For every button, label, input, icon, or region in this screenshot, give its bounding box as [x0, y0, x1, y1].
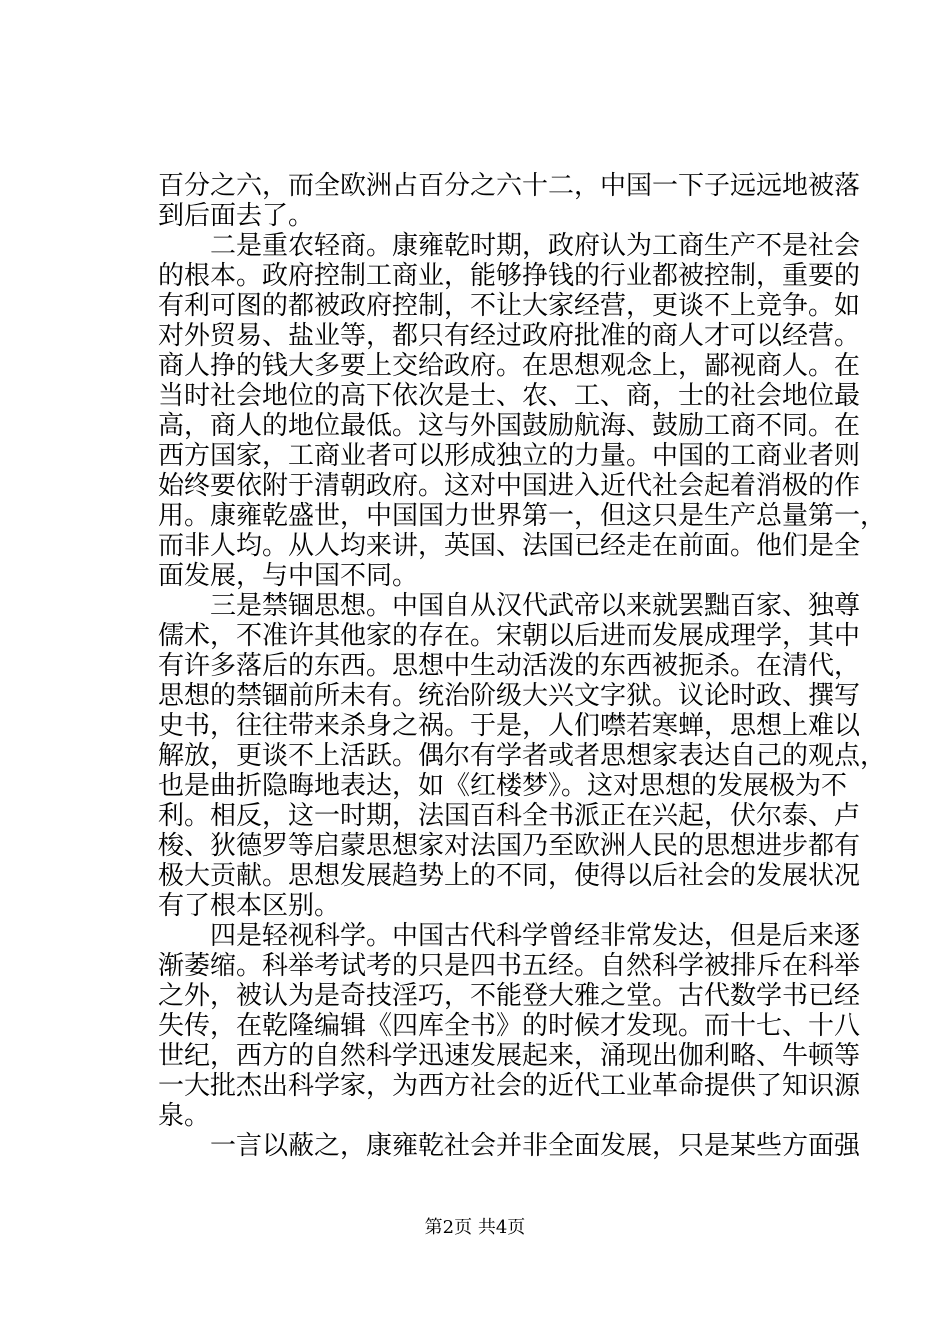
text-line: 解放，更谈不上活跃。偶尔有学者或者思想家表达自己的观点，: [158, 741, 887, 771]
paragraph-conclusion: [158, 1131, 861, 1161]
text-line: 渐萎缩。科举考试考的只是四书五经。自然科学被排斥在科举: [158, 951, 861, 981]
text-line: 有了根本区别。: [158, 891, 341, 921]
text-line: 到后面去了。: [158, 201, 315, 231]
paragraph-science: [158, 921, 861, 1131]
text-line: 四是轻视科学。中国古代科学曾经非常发达，但是后来逐: [210, 921, 861, 951]
page-number-footer: 第2页 共4页: [424, 1217, 526, 1238]
text-line: 始终要依附于清朝政府。这对中国进入近代社会起着消极的作: [158, 471, 861, 501]
text-line: 面发展，与中国不同。: [158, 561, 419, 591]
text-line: 也是曲折隐晦地表达，如《红楼梦》。这对思想的发展极为不: [158, 771, 848, 801]
paragraph-thought: [158, 591, 887, 921]
text-line: 的根本。政府控制工商业，能够挣钱的行业都被控制，重要的: [158, 261, 861, 291]
document-body: [158, 171, 887, 1161]
text-line: 三是禁锢思想。中国自从汉代武帝以来就罢黜百家、独尊: [210, 591, 861, 621]
text-line: 有利可图的都被政府控制，不让大家经营，更谈不上竞争。如: [158, 291, 861, 321]
text-line: 梭、狄德罗等启蒙思想家对法国乃至欧洲人民的思想进步都有: [158, 831, 861, 861]
text-line: 当时社会地位的高下依次是士、农、工、商，士的社会地位最: [158, 381, 861, 411]
text-line: 对外贸易、盐业等，都只有经过政府批准的商人才可以经营。: [158, 321, 861, 351]
text-line: 世纪，西方的自然科学迅速发展起来，涌现出伽利略、牛顿等: [158, 1041, 861, 1071]
text-line: 而非人均。从人均来讲，英国、法国已经走在前面。他们是全: [158, 531, 861, 561]
text-line: 一言以蔽之，康雍乾社会并非全面发展，只是某些方面强: [210, 1131, 861, 1161]
text-line: 极大贡献。思想发展趋势上的不同，使得以后社会的发展状况: [158, 861, 861, 891]
text-line: 高，商人的地位最低。这与外国鼓励航海、鼓励工商不同。在: [158, 411, 861, 441]
text-line: 西方国家，工商业者可以形成独立的力量。中国的工商业者则: [158, 441, 861, 471]
paragraph-continuation: [158, 171, 861, 231]
text-line: 利。相反，这一时期，法国百科全书派正在兴起，伏尔泰、卢: [158, 801, 861, 831]
text-line: 泉。: [158, 1101, 211, 1131]
text-line: 百分之六，而全欧洲占百分之六十二，中国一下子远远地被落: [158, 171, 861, 201]
text-line: 史书，往往带来杀身之祸。于是，人们噤若寒蝉，思想上难以: [158, 711, 861, 741]
text-line: 一大批杰出科学家，为西方社会的近代工业革命提供了知识源: [158, 1071, 861, 1101]
paragraph-commerce: [158, 231, 887, 591]
text-line: 有许多落后的东西。思想中生动活泼的东西被扼杀。在清代，: [158, 651, 861, 681]
text-line: 二是重农轻商。康雍乾时期，政府认为工商生产不是社会: [210, 231, 861, 261]
text-line: 之外，被认为是奇技淫巧，不能登大雅之堂。古代数学书已经: [158, 981, 861, 1011]
text-line: 用。康雍乾盛世，中国国力世界第一，但这只是生产总量第一，: [158, 501, 887, 531]
text-line: 失传，在乾隆编辑《四库全书》的时候才发现。而十七、十八: [158, 1011, 861, 1041]
text-line: 儒术，不准许其他家的存在。宋朝以后进而发展成理学，其中: [158, 621, 861, 651]
text-line: 思想的禁锢前所未有。统治阶级大兴文字狱。议论时政、撰写: [158, 681, 861, 711]
text-line: 商人挣的钱大多要上交给政府。在思想观念上，鄙视商人。在: [158, 351, 861, 381]
